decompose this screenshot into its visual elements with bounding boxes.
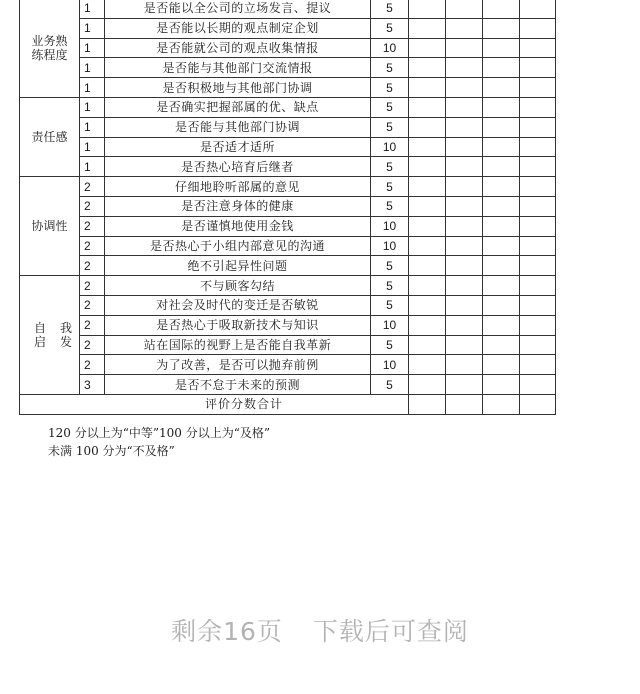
rating-cell <box>409 375 446 395</box>
criterion-cell: 绝不引起异性问题 <box>105 256 371 276</box>
rating-cell <box>409 117 446 137</box>
rating-cell <box>520 315 556 335</box>
grade-cell: 1 <box>80 38 105 58</box>
rating-cell <box>446 177 483 197</box>
grade-cell: 3 <box>80 375 105 395</box>
rating-cell <box>483 78 520 98</box>
table-row <box>20 0 556 18</box>
rating-cell <box>483 117 520 137</box>
criterion-cell: 站在国际的视野上是否能自我革新 <box>105 335 371 355</box>
score-cell: 5 <box>371 196 409 216</box>
rating-cell <box>446 0 483 18</box>
rating-cell <box>483 38 520 58</box>
table-row <box>20 157 556 177</box>
grade-cell: 2 <box>80 236 105 256</box>
score-cell: 5 <box>371 157 409 177</box>
category-cell <box>20 276 87 395</box>
grade-cell: 2 <box>80 276 105 296</box>
note-line: 120 分以上为“中等”100 分以上为“及格” <box>48 426 270 440</box>
category-cell <box>20 0 80 97</box>
rating-cell <box>409 38 446 58</box>
table-row <box>20 256 556 276</box>
rating-cell <box>483 295 520 315</box>
grade-cell: 1 <box>80 117 105 137</box>
rating-cell <box>483 97 520 117</box>
rating-cell <box>520 157 556 177</box>
category-label: 启发 <box>34 335 87 350</box>
rating-cell <box>483 177 520 197</box>
category-label: 责任感 <box>31 130 68 145</box>
grade-cell: 2 <box>80 295 105 315</box>
total-label: 评价分数合计 <box>20 394 409 414</box>
criterion-cell: 是否适才适所 <box>105 137 371 157</box>
rating-cell <box>483 137 520 157</box>
rating-cell <box>446 355 483 375</box>
rating-cell <box>409 216 446 236</box>
score-cell: 5 <box>371 256 409 276</box>
criterion-cell: 是否能就公司的观点收集情报 <box>105 38 371 58</box>
score-cell: 5 <box>371 375 409 395</box>
category-label: 协调性 <box>31 219 68 234</box>
download-to-view-text: 下载后可查阅 <box>312 617 469 646</box>
score-cell: 10 <box>371 355 409 375</box>
criterion-cell: 是否能与其他部门交流情报 <box>105 58 371 78</box>
category-label: 练程度 <box>31 47 68 62</box>
evaluation-table <box>19 0 556 415</box>
table-row <box>20 177 556 197</box>
grade-cell: 2 <box>80 355 105 375</box>
criterion-cell: 是否谨慎地使用金钱 <box>105 216 371 236</box>
table-row <box>20 78 556 98</box>
table-row <box>20 315 556 335</box>
grade-cell: 2 <box>80 256 105 276</box>
rating-cell <box>409 394 446 414</box>
table-row <box>20 375 556 395</box>
score-cell: 5 <box>371 117 409 137</box>
remaining-pages-text: 剩余16页 <box>171 617 283 646</box>
rating-cell <box>446 315 483 335</box>
rating-cell <box>446 137 483 157</box>
table-row <box>20 236 556 256</box>
rating-cell <box>409 196 446 216</box>
criterion-cell: 对社会及时代的变迁是否敏锐 <box>105 295 371 315</box>
rating-cell <box>483 315 520 335</box>
rating-cell <box>483 0 520 18</box>
rating-cell <box>446 196 483 216</box>
criterion-cell: 是否热心培育后继者 <box>105 157 371 177</box>
rating-cell <box>520 394 556 414</box>
grade-cell: 2 <box>80 216 105 236</box>
table-row <box>20 58 556 78</box>
grade-cell: 1 <box>80 78 105 98</box>
table-row <box>20 295 556 315</box>
table-row <box>20 216 556 236</box>
rating-cell <box>520 236 556 256</box>
total-row <box>20 394 556 414</box>
rating-cell <box>520 335 556 355</box>
rating-cell <box>520 18 556 38</box>
grade-cell: 1 <box>80 58 105 78</box>
scoring-notes <box>48 424 270 460</box>
rating-cell <box>446 97 483 117</box>
criterion-cell: 是否能与其他部门协调 <box>105 117 371 137</box>
rating-cell <box>409 295 446 315</box>
criterion-cell: 为了改善，是否可以抛弃前例 <box>105 355 371 375</box>
grade-cell: 1 <box>80 137 105 157</box>
score-cell: 5 <box>371 78 409 98</box>
criterion-cell: 是否能以长期的观点制定企划 <box>105 18 371 38</box>
table-row <box>20 38 556 58</box>
criterion-cell: 是否不怠于未来的预测 <box>105 375 371 395</box>
rating-cell <box>446 394 483 414</box>
rating-cell <box>409 236 446 256</box>
evaluation-table-body <box>20 0 556 414</box>
rating-cell <box>446 375 483 395</box>
rating-cell <box>409 18 446 38</box>
rating-cell <box>446 216 483 236</box>
rating-cell <box>409 177 446 197</box>
score-cell: 5 <box>371 18 409 38</box>
rating-cell <box>409 78 446 98</box>
grade-cell: 2 <box>80 315 105 335</box>
category-cell <box>20 97 80 176</box>
score-cell: 5 <box>371 335 409 355</box>
grade-cell: 1 <box>80 0 105 18</box>
table-row <box>20 196 556 216</box>
category-cell <box>20 177 80 276</box>
rating-cell <box>483 276 520 296</box>
rating-cell <box>520 0 556 18</box>
criterion-cell: 是否热心于吸取新技术与知识 <box>105 315 371 335</box>
table-row <box>20 137 556 157</box>
rating-cell <box>520 58 556 78</box>
rating-cell <box>409 58 446 78</box>
rating-cell <box>483 355 520 375</box>
note-line: 未满 100 分为“不及格” <box>48 444 175 458</box>
table-row <box>20 335 556 355</box>
rating-cell <box>483 18 520 38</box>
rating-cell <box>409 276 446 296</box>
criterion-cell: 是否注意身体的健康 <box>105 196 371 216</box>
table-row <box>20 355 556 375</box>
rating-cell <box>409 256 446 276</box>
rating-cell <box>409 97 446 117</box>
rating-cell <box>446 295 483 315</box>
rating-cell <box>446 38 483 58</box>
rating-cell <box>520 276 556 296</box>
rating-cell <box>446 18 483 38</box>
rating-cell <box>446 276 483 296</box>
score-cell: 10 <box>371 236 409 256</box>
score-cell: 5 <box>371 0 409 18</box>
rating-cell <box>483 394 520 414</box>
rating-cell <box>520 97 556 117</box>
score-cell: 10 <box>371 137 409 157</box>
rating-cell <box>520 38 556 58</box>
rating-cell <box>520 355 556 375</box>
rating-cell <box>446 157 483 177</box>
criterion-cell: 不与顾客勾结 <box>105 276 371 296</box>
table-row <box>20 18 556 38</box>
score-cell: 5 <box>371 276 409 296</box>
score-cell: 10 <box>371 315 409 335</box>
grade-cell: 1 <box>80 157 105 177</box>
rating-cell <box>483 216 520 236</box>
rating-cell <box>483 196 520 216</box>
category-label: 自我 <box>34 321 87 336</box>
table-row <box>20 97 556 117</box>
rating-cell <box>520 196 556 216</box>
criterion-cell: 是否热心于小组内部意见的沟通 <box>105 236 371 256</box>
rating-cell <box>520 216 556 236</box>
score-cell: 5 <box>371 177 409 197</box>
criterion-cell: 是否能以全公司的立场发言、提议 <box>105 0 371 18</box>
rating-cell <box>446 58 483 78</box>
table-row <box>20 117 556 137</box>
criterion-cell: 是否确实把握部属的优、缺点 <box>105 97 371 117</box>
grade-cell: 1 <box>80 97 105 117</box>
rating-cell <box>446 117 483 137</box>
rating-cell <box>409 335 446 355</box>
rating-cell <box>446 256 483 276</box>
criterion-cell: 仔细地聆听部属的意见 <box>105 177 371 197</box>
grade-cell: 2 <box>80 335 105 355</box>
grade-cell: 2 <box>80 177 105 197</box>
rating-cell <box>446 78 483 98</box>
rating-cell <box>483 335 520 355</box>
table-row <box>20 276 556 296</box>
rating-cell <box>409 157 446 177</box>
rating-cell <box>483 236 520 256</box>
grade-cell: 1 <box>80 18 105 38</box>
rating-cell <box>520 78 556 98</box>
rating-cell <box>520 177 556 197</box>
rating-cell <box>446 236 483 256</box>
score-cell: 5 <box>371 295 409 315</box>
preview-banner[interactable] <box>0 612 640 648</box>
rating-cell <box>483 157 520 177</box>
rating-cell <box>483 256 520 276</box>
rating-cell <box>409 315 446 335</box>
category-label: 业务熟 <box>31 33 68 48</box>
rating-cell <box>483 58 520 78</box>
rating-cell <box>409 137 446 157</box>
score-cell: 5 <box>371 97 409 117</box>
rating-cell <box>446 335 483 355</box>
rating-cell <box>520 256 556 276</box>
rating-cell <box>520 375 556 395</box>
score-cell: 10 <box>371 216 409 236</box>
criterion-cell: 是否积极地与其他部门协调 <box>105 78 371 98</box>
rating-cell <box>520 117 556 137</box>
score-cell: 10 <box>371 38 409 58</box>
rating-cell <box>520 295 556 315</box>
rating-cell <box>409 0 446 18</box>
score-cell: 5 <box>371 58 409 78</box>
rating-cell <box>520 137 556 157</box>
rating-cell <box>409 355 446 375</box>
rating-cell <box>483 375 520 395</box>
grade-cell: 2 <box>80 196 105 216</box>
